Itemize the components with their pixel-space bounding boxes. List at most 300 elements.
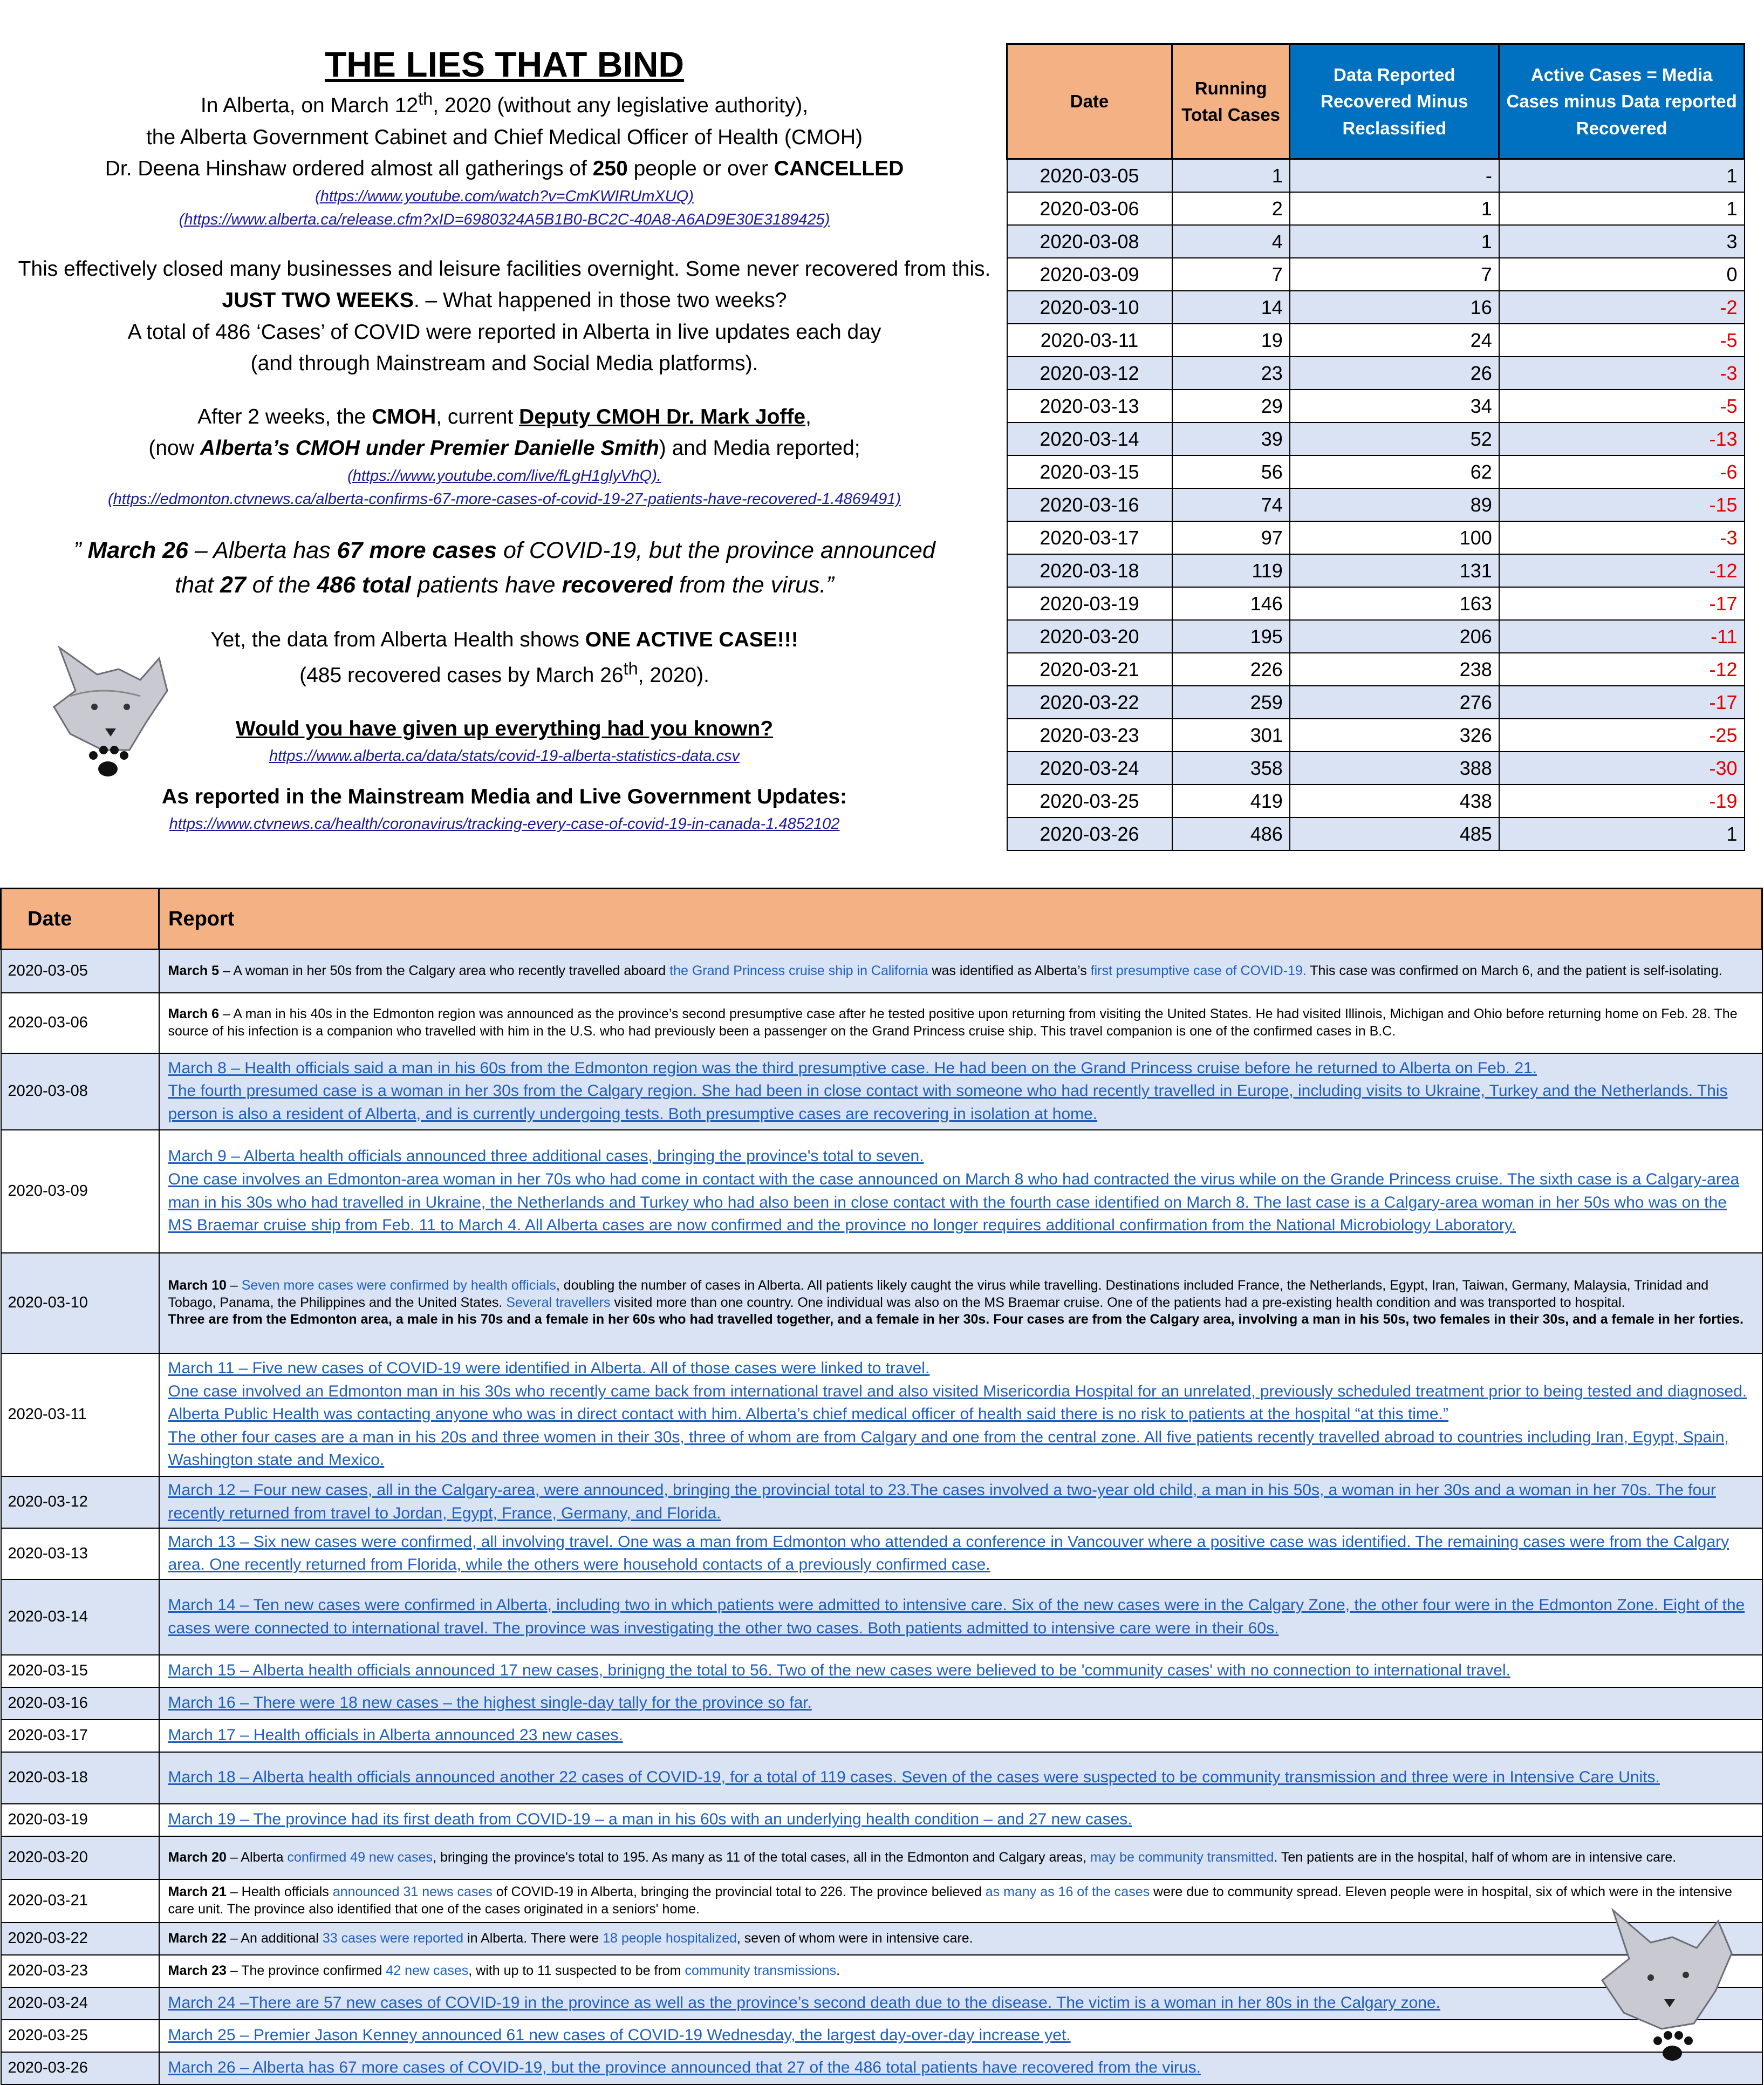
summary-row	[1007, 390, 1745, 423]
summary-cell-active: -5	[1499, 390, 1745, 423]
report-row	[1, 1655, 1762, 1687]
report-row	[1, 1987, 1762, 2020]
summary-cell-recovered: 34	[1290, 390, 1499, 423]
report-text[interactable]	[159, 1655, 1762, 1687]
intro-line-6: A total of 486 ‘Cases’ of COVID were reported in Alberta in live updates each day	[127, 320, 881, 344]
col-date: Date	[1007, 44, 1172, 159]
summary-cell-recovered: 163	[1290, 587, 1499, 620]
summary-cell-active: -17	[1499, 587, 1745, 620]
summary-row	[1007, 357, 1745, 390]
report-date: 2020-03-16	[1, 1687, 159, 1720]
quote-line-1	[11, 533, 998, 568]
summary-cell-date: 2020-03-22	[1007, 686, 1172, 719]
report-text[interactable]	[159, 2052, 1762, 2084]
report-text	[159, 1955, 1762, 1987]
superscript: th	[623, 659, 638, 679]
summary-cell-recovered: 26	[1290, 357, 1499, 390]
intro-line-3	[11, 153, 998, 185]
quote-text: – Alberta has	[188, 537, 337, 563]
summary-row	[1007, 455, 1745, 488]
quote-bold: 27	[220, 572, 246, 598]
report-row	[1, 1130, 1762, 1253]
report-date: 2020-03-21	[1, 1879, 159, 1923]
quote-bold: 486 total	[317, 572, 411, 598]
intro-text: , current	[436, 405, 519, 428]
summary-cell-recovered: 1	[1290, 192, 1499, 225]
report-segment: , doubling the number of cases in Alberta. All patients likely caught the virus while travelling. Destinations included France, the Netherlands, Egypt, Iran, Taiwan, Germany, Malaysia, Trinidad and Tobago, Panama, the Philippines and the United States.	[168, 1278, 1709, 1310]
report-row	[1, 950, 1762, 993]
report-segment: Three are from the Edmonton area, a male in his 70s and a female in her 60s who had travelled together, and a female in her 30s. Four cases are from the Calgary area, involving a man in his 50s, two females in their 30s, and a female in her forties.	[168, 1312, 1744, 1327]
report-line	[168, 1311, 1753, 1328]
summary-row	[1007, 324, 1745, 357]
report-line	[168, 1277, 1753, 1311]
summary-row	[1007, 785, 1745, 817]
summary-cell-date: 2020-03-13	[1007, 390, 1172, 423]
report-text	[159, 950, 1762, 993]
report-link[interactable]: community transmissions	[685, 1963, 837, 1978]
page-title: THE LIES THAT BIND	[324, 44, 685, 84]
summary-cell-active: -30	[1499, 752, 1745, 785]
intro-text: (485 recovered cases by March 26	[299, 664, 624, 687]
summary-row	[1007, 752, 1745, 785]
intro-line-9	[11, 433, 998, 465]
intro-bold: Deputy CMOH Dr. Mark Joffe	[519, 405, 806, 428]
report-date: 2020-03-20	[1, 1836, 159, 1879]
report-segment: – An additional	[226, 1930, 323, 1946]
summary-cell-total: 195	[1172, 620, 1290, 653]
summary-cell-active: -6	[1499, 455, 1745, 488]
report-date: 2020-03-09	[1, 1130, 159, 1253]
intro-text: people or over	[627, 157, 774, 181]
report-link[interactable]: the Grand Princess cruise ship in California	[669, 963, 928, 978]
intro-bold: CANCELLED	[774, 157, 904, 181]
intro-text: (now	[148, 437, 200, 460]
summary-cell-total: 301	[1172, 719, 1290, 752]
link-youtube-1[interactable]: (https://www.youtube.com/watch?v=CmKWIRUmXUQ)	[315, 187, 694, 205]
report-link[interactable]: as many as 16 of the cases	[985, 1884, 1150, 1900]
report-line	[168, 1380, 1753, 1426]
wolf-logo-icon	[1581, 1899, 1742, 2067]
quote-text: patients have	[411, 572, 562, 598]
summary-cell-recovered: 24	[1290, 324, 1499, 357]
intro-text: ) and Media reported;	[659, 437, 860, 460]
report-date: 2020-03-06	[1, 993, 159, 1053]
summary-cell-total: 97	[1172, 521, 1290, 554]
report-segment: , with up to 11 suspected to be from	[468, 1963, 685, 1978]
report-segment: March 15 – Alberta health officials announced 17 new cases, brinigng the total to 56. Two of the new cases were believed to be 'community cases' with no connection to international travel.	[168, 1661, 1510, 1680]
report-row	[1, 2020, 1762, 2052]
report-date: 2020-03-17	[1, 1720, 159, 1752]
summary-row	[1007, 159, 1745, 193]
report-link[interactable]: may be community transmitted	[1090, 1849, 1274, 1865]
intro-line-4: This effectively closed many businesses and leisure facilities overnight. Some never recovered from this.	[18, 257, 991, 281]
report-line	[168, 1884, 1753, 1918]
intro-line-7: (and through Mainstream and Social Media platforms).	[250, 352, 758, 376]
report-line	[168, 1963, 1753, 1980]
report-line	[168, 1659, 1753, 1682]
intro-text: Yet, the data from Alberta Health shows	[210, 628, 585, 651]
summary-row	[1007, 620, 1745, 653]
report-segment: March 22	[168, 1930, 227, 1946]
intro-text: , 2020 (without any legislative authority),	[433, 94, 809, 118]
quote-text: that	[175, 572, 220, 598]
intro-bold: Alberta’s CMOH under Premier Danielle Smith	[200, 437, 659, 460]
report-text[interactable]	[159, 1579, 1762, 1655]
summary-row	[1007, 653, 1745, 686]
report-line	[168, 1766, 1753, 1789]
intro-bold: ONE ACTIVE CASE!!!	[585, 628, 798, 651]
intro-text: After 2 weeks, the	[197, 405, 372, 428]
summary-cell-recovered: 438	[1290, 785, 1499, 817]
report-date: 2020-03-24	[1, 1987, 159, 2020]
summary-cell-active: -17	[1499, 686, 1745, 719]
report-segment: March 16 – There were 18 new cases – the highest single-day tally for the province so far.	[168, 1694, 812, 1712]
summary-cell-date: 2020-03-12	[1007, 357, 1172, 390]
summary-cell-active: -3	[1499, 521, 1745, 554]
summary-row	[1007, 521, 1745, 554]
summary-cell-recovered: 388	[1290, 752, 1499, 785]
report-line	[168, 1057, 1753, 1080]
report-link[interactable]: announced 31 news cases	[332, 1884, 493, 1900]
summary-header-row	[1007, 44, 1745, 159]
report-line	[168, 1479, 1753, 1525]
summary-cell-date: 2020-03-15	[1007, 455, 1172, 488]
summary-cell-date: 2020-03-10	[1007, 291, 1172, 324]
report-text[interactable]	[159, 1987, 1762, 2020]
report-date: 2020-03-19	[1, 1804, 159, 1836]
summary-cell-active: -19	[1499, 785, 1745, 817]
summary-cell-total: 29	[1172, 390, 1290, 423]
summary-cell-date: 2020-03-26	[1007, 817, 1172, 850]
summary-cell-active: -2	[1499, 291, 1745, 324]
intro-line-1	[11, 86, 998, 122]
report-text[interactable]	[159, 1476, 1762, 1528]
summary-cell-recovered: 276	[1290, 686, 1499, 719]
report-segment: March 23	[168, 1963, 227, 1978]
report-link[interactable]: 33 cases were reported	[322, 1930, 464, 1946]
link-alberta-csv[interactable]: https://www.alberta.ca/data/stats/covid-19-alberta-statistics-data.csv	[269, 747, 740, 765]
report-text	[159, 1253, 1762, 1353]
report-link[interactable]: Several travellers	[506, 1294, 611, 1310]
report-row	[1, 1579, 1762, 1655]
summary-cell-total: 358	[1172, 752, 1290, 785]
summary-cell-recovered: 7	[1290, 258, 1499, 291]
summary-cell-date: 2020-03-20	[1007, 620, 1172, 653]
col-active: Active Cases = Media Cases minus Data reported Recovered	[1499, 44, 1745, 159]
report-text[interactable]	[159, 1130, 1762, 1253]
intro-text: , 2020).	[638, 664, 709, 687]
summary-cell-total: 7	[1172, 258, 1290, 291]
report-segment: March 9 – Alberta health officials announced three additional cases, bringing the province's total to seven.	[168, 1147, 924, 1166]
report-segment: were due to community spread. Eleven people were in hospital, six of which were in the intensive care unit. The province also identified that one of the cases originated in a seniors' home.	[168, 1884, 1732, 1917]
report-text[interactable]	[159, 1687, 1762, 1720]
report-segment: March 6	[168, 1006, 219, 1021]
summary-cell-recovered: 238	[1290, 653, 1499, 686]
summary-cell-date: 2020-03-24	[1007, 752, 1172, 785]
quote-text: of the	[245, 572, 317, 598]
summary-cell-total: 39	[1172, 423, 1290, 455]
summary-row	[1007, 225, 1745, 258]
quote-text: ”	[73, 537, 88, 563]
summary-cell-date: 2020-03-09	[1007, 258, 1172, 291]
report-segment: March 12 – Four new cases, all in the Calgary-area, were announced, bringing the provincial total to 23.The cases involved a two-year old child, a man in his 50s, a woman in her 30s and a woman in her 70s. The four recently returned from travel to Jordan, Egypt, France, Germany, and Florida.	[168, 1481, 1716, 1522]
report-segment: March 5	[168, 963, 219, 978]
report-text[interactable]	[159, 1804, 1762, 1836]
summary-cell-total: 74	[1172, 488, 1290, 521]
report-segment: March 26 – Alberta has 67 more cases of COVID-19, but the province announced that 27 of the 486 total patients have recovered from the virus.	[168, 2059, 1201, 2077]
link-ctv-edmonton[interactable]: (https://edmonton.ctvnews.ca/alberta-confirms-67-more-cases-of-covid-19-27-patients-have-recovered-1.4869491)	[107, 490, 901, 508]
report-line	[168, 1808, 1753, 1831]
report-line	[168, 1992, 1753, 2015]
report-text[interactable]	[159, 1053, 1762, 1130]
report-line	[168, 1145, 1753, 1168]
report-body	[1, 950, 1762, 2084]
report-link[interactable]: first presumptive case of COVID-19.	[1090, 963, 1307, 978]
summary-cell-active: -5	[1499, 324, 1745, 357]
report-line	[168, 1426, 1753, 1472]
report-segment: The other four cases are a man in his 20s and three women in their 30s, three of whom are from Calgary and one from the central zone. All five patients recently travelled abroad to countries including Iran, Egypt, Spain, Washington state and Mexico.	[168, 1428, 1729, 1469]
report-date: 2020-03-26	[1, 2052, 159, 2084]
summary-cell-date: 2020-03-16	[1007, 488, 1172, 521]
summary-cell-total: 486	[1172, 817, 1290, 850]
summary-cell-total: 259	[1172, 686, 1290, 719]
summary-cell-active: -12	[1499, 554, 1745, 587]
question-heading: Would you have given up everything had you known?	[235, 717, 774, 740]
summary-row	[1007, 554, 1745, 587]
report-line	[168, 1724, 1753, 1747]
report-row	[1, 2052, 1762, 2084]
summary-cell-total: 2	[1172, 192, 1290, 225]
report-segment: March 18 – Alberta health officials announced another 22 cases of COVID-19, for a total of 119 cases. Seven of the cases were suspected to be community transmission and three were in Intensive Care Units.	[168, 1768, 1660, 1787]
intro-text: In Alberta, on March 12	[200, 94, 419, 118]
summary-cell-active: -15	[1499, 488, 1745, 521]
summary-cell-total: 226	[1172, 653, 1290, 686]
summary-body	[1007, 159, 1745, 851]
quote-bold: recovered	[562, 572, 673, 598]
summary-cell-recovered: 16	[1290, 291, 1499, 324]
report-segment: March 21	[168, 1884, 227, 1900]
report-row	[1, 1923, 1762, 1955]
report-row	[1, 1955, 1762, 1987]
report-line	[168, 963, 1753, 980]
report-date: 2020-03-08	[1, 1053, 159, 1130]
report-text[interactable]	[159, 1720, 1762, 1752]
report-date: 2020-03-05	[1, 950, 159, 993]
col-report: Report	[159, 889, 1762, 950]
report-segment: One case involved an Edmonton man in his 30s who recently came back from international travel and also visited Misericordia Hospital for an unrelated, previously scheduled treatment prior to being tested and diagnosed. Alberta Public Health was contacting anyone who was in direct contact with him. Alberta’s chief medical officer of health said there is no risk to patients at the hospital “at this time.”	[168, 1382, 1747, 1423]
report-segment: – Alberta	[226, 1849, 288, 1865]
report-date: 2020-03-14	[1, 1579, 159, 1655]
summary-cell-recovered: 62	[1290, 455, 1499, 488]
report-row	[1, 1253, 1762, 1353]
summary-cell-total: 23	[1172, 357, 1290, 390]
summary-cell-recovered: 52	[1290, 423, 1499, 455]
report-line	[168, 2024, 1753, 2047]
report-link[interactable]: 18 people hospitalized	[603, 1930, 737, 1946]
report-header-row	[1, 889, 1762, 950]
summary-cell-active: -12	[1499, 653, 1745, 686]
report-row	[1, 1353, 1762, 1476]
report-row	[1, 1879, 1762, 1923]
summary-cell-total: 119	[1172, 554, 1290, 587]
report-link[interactable]: 42 new cases	[386, 1963, 469, 1978]
quote-line-2	[11, 568, 998, 603]
report-segment: – A man in his 40s in the Edmonton region was announced as the province’s second presumptive case after he tested positive upon returning from visiting the United States. He had visited Illinois, Michigan and Ohio before returning home on Feb. 28. The source of his infection is a companion who travelled with him in the U.S. who had previously been a passenger on the Grand Princess cruise ship. This travel companion is one of the confirmed cases in B.C.	[168, 1006, 1738, 1039]
report-segment: March 8 – Health officials said a man in his 60s from the Edmonton region was the third presumptive case. He had been on the Grand Princess cruise before he returned to Alberta on Feb. 21.	[168, 1059, 1537, 1077]
report-text[interactable]	[159, 1752, 1762, 1804]
intro-line-2: the Alberta Government Cabinet and Chief Medical Officer of Health (CMOH)	[146, 125, 863, 149]
report-segment: . Ten patients are in the hospital, half of whom are in intensive care.	[1274, 1849, 1677, 1865]
col-recovered: Data Reported Recovered Minus Reclassified	[1290, 44, 1499, 159]
report-row	[1, 1528, 1762, 1579]
report-segment: March 13 – Six new cases were confirmed, all involving travel. One was a man from Edmonton who attended a conference in Vancouver where a positive case was identified. The remaining cases were from the Calgary area. One recently returned from Florida, while the others were household contacts of a previously confirmed case.	[168, 1532, 1729, 1574]
col-report-date: Date	[1, 889, 159, 950]
summary-row	[1007, 488, 1745, 521]
report-segment: visited more than one country. One individual was also on the MS Braemar cruise. One of the patients had a pre-existing health condition and was transported to hospital.	[610, 1294, 1625, 1310]
report-segment: March 24 –There are 57 new cases of COVID-19 in the province as well as the province’s second death due to the disease. The victim is a woman in her 80s in the Calgary zone.	[168, 1994, 1440, 2012]
report-segment: This case was confirmed on March 6, and the patient is self-isolating.	[1306, 963, 1722, 978]
summary-cell-total: 146	[1172, 587, 1290, 620]
report-segment: – A woman in her 50s from the Calgary area who recently travelled aboard	[218, 963, 670, 978]
summary-cell-total: 419	[1172, 785, 1290, 817]
summary-cell-total: 4	[1172, 225, 1290, 258]
summary-cell-date: 2020-03-06	[1007, 192, 1172, 225]
report-row	[1, 1752, 1762, 1804]
summary-cell-date: 2020-03-19	[1007, 587, 1172, 620]
report-segment: – Health officials	[226, 1884, 333, 1900]
summary-row	[1007, 686, 1745, 719]
summary-cell-active: 3	[1499, 225, 1745, 258]
report-line	[168, 1168, 1753, 1237]
summary-cell-recovered: 131	[1290, 554, 1499, 587]
report-line	[168, 2056, 1753, 2080]
summary-cell-recovered: 206	[1290, 620, 1499, 653]
report-line	[168, 1080, 1753, 1126]
report-date: 2020-03-13	[1, 1528, 159, 1579]
summary-row	[1007, 817, 1745, 850]
report-date: 2020-03-11	[1, 1353, 159, 1476]
report-date: 2020-03-22	[1, 1923, 159, 1955]
summary-cell-active: -13	[1499, 423, 1745, 455]
report-segment: of COVID-19 in Alberta, bringing the provincial total to 226. The province believed	[492, 1884, 986, 1900]
summary-cell-date: 2020-03-23	[1007, 719, 1172, 752]
report-row	[1, 993, 1762, 1053]
intro-text: ,	[805, 405, 811, 428]
report-text[interactable]	[159, 1528, 1762, 1579]
summary-cell-total: 1	[1172, 159, 1290, 193]
summary-cell-active: 1	[1499, 817, 1745, 850]
summary-row	[1007, 719, 1745, 752]
report-segment: One case involves an Edmonton-area woman in her 70s who had come in contact with the case announced on March 8 who had contracted the virus while on the Grande Princess cruise. The sixth case is a Calgary-area man in his 30s who had travelled in Ukraine, the Netherlands and Turkey who had also been in close contact with the fourth case identified on March 8. The last case is a Calgary-area woman in her 50s who was on the MS Braemar cruise ship from Feb. 11 to March 4. All Alberta cases are now confirmed and the province no longer requires additional confirmation from the National Microbiology Laboratory.	[168, 1170, 1740, 1235]
report-text[interactable]	[159, 1353, 1762, 1476]
report-line	[168, 1692, 1753, 1715]
report-row	[1, 1053, 1762, 1130]
report-text[interactable]	[159, 2020, 1762, 2052]
summary-cell-total: 56	[1172, 455, 1290, 488]
report-segment: , seven of whom were in intensive care.	[736, 1930, 973, 1946]
report-segment: – The province confirmed	[226, 1963, 386, 1978]
intro-bold: JUST TWO WEEKS	[222, 289, 414, 312]
report-segment: –	[226, 1278, 242, 1293]
report-date: 2020-03-12	[1, 1476, 159, 1528]
report-table	[0, 888, 1763, 2085]
reported-heading: As reported in the Mainstream Media and Live Government Updates:	[162, 785, 847, 808]
summary-cell-active: -11	[1499, 620, 1745, 653]
report-segment: was identified as Alberta’s	[928, 963, 1091, 978]
report-text	[159, 1879, 1762, 1923]
summary-cell-total: 19	[1172, 324, 1290, 357]
report-row	[1, 1476, 1762, 1528]
summary-cell-date: 2020-03-05	[1007, 159, 1172, 193]
report-segment: March 10	[168, 1278, 227, 1293]
link-youtube-live[interactable]: (https://www.youtube.com/live/fLgH1glyVhQ).	[347, 467, 661, 485]
intro-line-5	[11, 285, 998, 317]
report-date: 2020-03-15	[1, 1655, 159, 1687]
summary-cell-recovered: 1	[1290, 225, 1499, 258]
report-date: 2020-03-10	[1, 1253, 159, 1353]
report-row	[1, 1687, 1762, 1720]
report-segment: .	[836, 1963, 840, 1978]
summary-cell-recovered: 89	[1290, 488, 1499, 521]
report-line	[168, 1006, 1753, 1040]
summary-cell-active: 1	[1499, 159, 1745, 193]
quote-text: from the virus.”	[673, 572, 834, 598]
summary-cell-active: 0	[1499, 258, 1745, 291]
col-running-total: Running Total Cases	[1172, 44, 1290, 159]
summary-cell-recovered: 485	[1290, 817, 1499, 850]
summary-cell-date: 2020-03-21	[1007, 653, 1172, 686]
summary-cell-date: 2020-03-08	[1007, 225, 1172, 258]
summary-cell-date: 2020-03-25	[1007, 785, 1172, 817]
link-ctv-tracking[interactable]: https://www.ctvnews.ca/health/coronavirus/tracking-every-case-of-covid-19-in-canada-1.4852102	[169, 815, 840, 833]
quote-bold: March 26	[87, 537, 188, 563]
summary-cell-recovered: 326	[1290, 719, 1499, 752]
report-line	[168, 1357, 1753, 1380]
summary-cell-active: -3	[1499, 357, 1745, 390]
summary-cell-total: 14	[1172, 291, 1290, 324]
report-link[interactable]: confirmed 49 new cases	[287, 1849, 433, 1865]
summary-cell-date: 2020-03-14	[1007, 423, 1172, 455]
summary-row	[1007, 192, 1745, 225]
summary-cell-date: 2020-03-17	[1007, 521, 1172, 554]
link-alberta-release[interactable]: (https://www.alberta.ca/release.cfm?xID=6980324A5B1B0-BC2C-40A8-A6AD9E30E3189425)	[179, 211, 830, 229]
report-text	[159, 1923, 1762, 1955]
summary-table	[1006, 43, 1745, 851]
intro-text: Dr. Deena Hinshaw ordered almost all gatherings of	[105, 157, 593, 181]
summary-cell-date: 2020-03-11	[1007, 324, 1172, 357]
report-link[interactable]: Seven more cases were confirmed by health officials	[241, 1278, 556, 1293]
intro-text: . – What happened in those two weeks?	[413, 289, 787, 312]
summary-cell-date: 2020-03-18	[1007, 554, 1172, 587]
report-date: 2020-03-23	[1, 1955, 159, 1987]
report-date: 2020-03-25	[1, 2020, 159, 2052]
summary-row	[1007, 587, 1745, 620]
report-text	[159, 993, 1762, 1053]
summary-cell-active: 1	[1499, 192, 1745, 225]
report-line	[168, 1930, 1753, 1947]
report-segment: March 14 – Ten new cases were confirmed in Alberta, including two in which patients were admitted to intensive care. Six of the new cases were in the Calgary Zone, the other four were in the Edmonton Zone. Eight of the cases were connected to international travel. The province was investigating the other two cases. Both patients admitted to intensive care were in their 60s.	[168, 1596, 1745, 1637]
summary-row	[1007, 291, 1745, 324]
report-line	[168, 1594, 1753, 1640]
report-row	[1, 1804, 1762, 1836]
report-segment: The fourth presumed case is a woman in her 30s from the Calgary region. She had been in close contact with someone who had recently travelled in Europe, including visits to Ukraine, Turkey and the Netherlands. This person is also a resident of Alberta, and is currently undergoing tests. Both presumptive cases are recovering in isolation at home.	[168, 1082, 1728, 1123]
report-segment: March 17 – Health officials in Alberta announced 23 new cases.	[168, 1726, 623, 1745]
wolf-logo-icon	[38, 626, 183, 788]
report-segment: March 19 – The province had its first death from COVID-19 – a man in his 60s with an underlying health condition – and 27 new cases.	[168, 1810, 1132, 1829]
summary-cell-recovered: -	[1290, 159, 1499, 193]
report-segment: in Alberta. There were	[463, 1930, 603, 1946]
intro-bold: CMOH	[372, 405, 436, 428]
